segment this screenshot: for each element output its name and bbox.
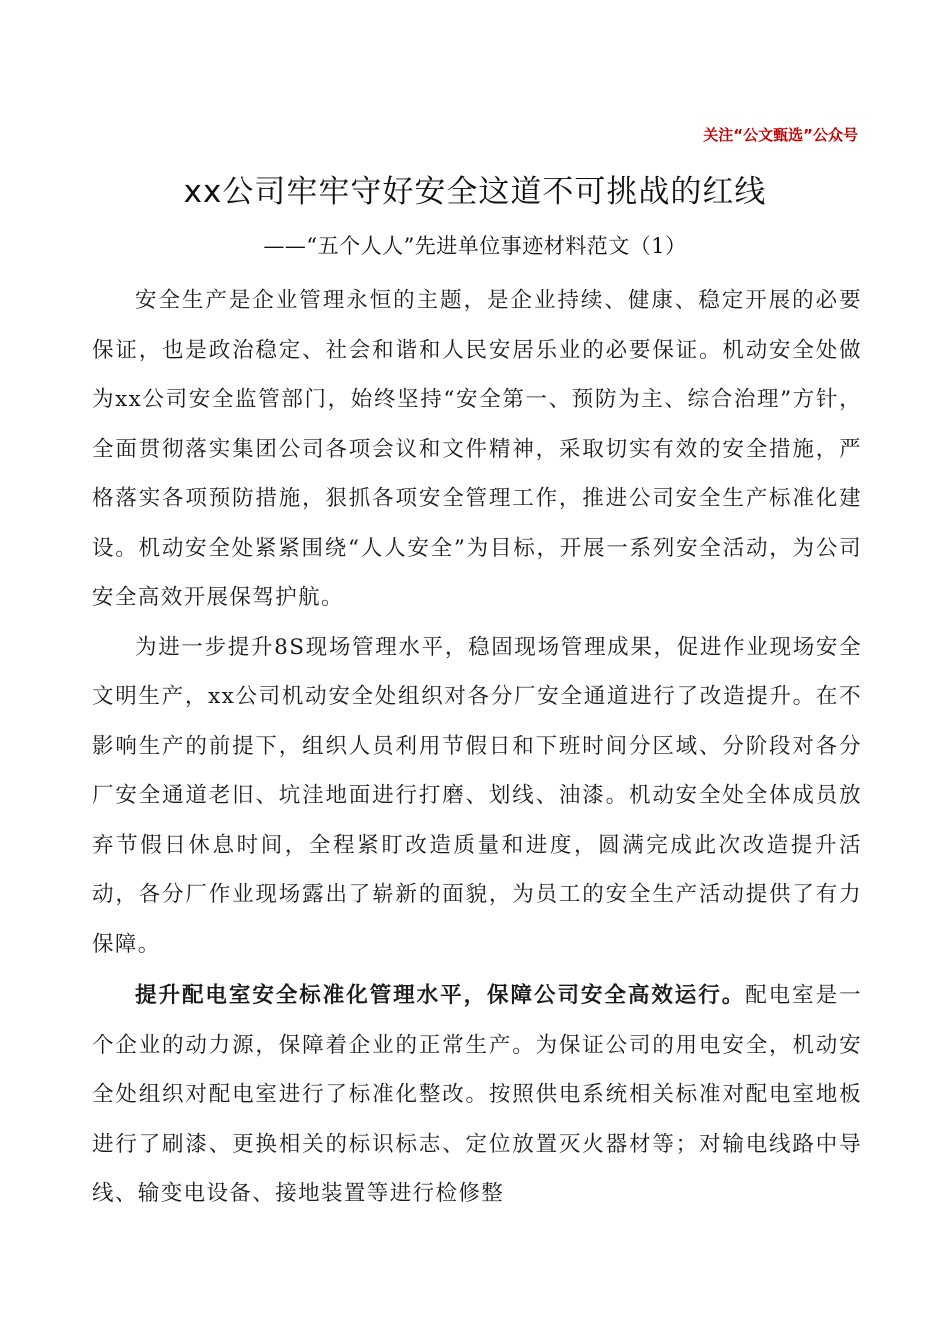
page-title: xx公司牢牢守好安全这道不可挑战的红线 [183, 174, 767, 210]
paragraph-1-text: 安全生产是企业管理永恒的主题，是企业持续、健康、稳定开展的必要保证，也是政治稳定、社会和谐和人民安居乐业的必要保证。机动安全处做为xx公司安全监管部门，始终坚持“安全第一、预防为主、综合治理”方针，全面贯彻落实集团公司各项会议和文件精神，采取切实有效的安全措施，严格落实各项预防措施，狠抓各项安全管理工作，推进公司安全生产标准化建设。机动安全处紧紧围绕“人人安全”为目标，开展一系列安全活动，为公司安全高效开展保驾护航。 [92, 288, 862, 610]
paragraph-3-text: 配电室是一个企业的动力源，保障着企业的正常生产。为保证公司的用电安全，机动安全处组织对配电室进行了标准化整改。按照供电系统相关标准对配电室地板进行了刷漆、更换相关的标识标志、定位放置灭火器材等；对输电线路中导线、输变电设备、接地装置等进行检修整 [92, 983, 862, 1206]
paragraph-2 [92, 623, 862, 970]
paragraph-1 [92, 276, 862, 623]
page-subtitle: ——“五个人人”先进单位事迹材料范文（1） [263, 234, 687, 258]
paragraph-2-text: 为进一步提升8S现场管理水平，稳固现场管理成果，促进作业现场安全文明生产，xx公司机动安全处组织对各分厂安全通道进行了改造提升。在不影响生产的前提下，组织人员利用节假日和下班时间分区域、分阶段对各分厂安全通道老旧、坑洼地面进行打磨、划线、油漆。机动安全处全体成员放弃节假日休息时间，全程紧盯改造质量和进度，圆满完成此次改造提升活动，各分厂作业现场露出了崭新的面貌，为员工的安全生产活动提供了有力保障。 [92, 634, 862, 957]
document-body [92, 276, 862, 1219]
paragraph-3 [92, 971, 862, 1219]
watermark-text: 关注“公文甄选”公众号 [703, 126, 858, 144]
paragraph-3-lead: 提升配电室安全标准化管理水平，保障公司安全高效运行。 [135, 983, 746, 1008]
